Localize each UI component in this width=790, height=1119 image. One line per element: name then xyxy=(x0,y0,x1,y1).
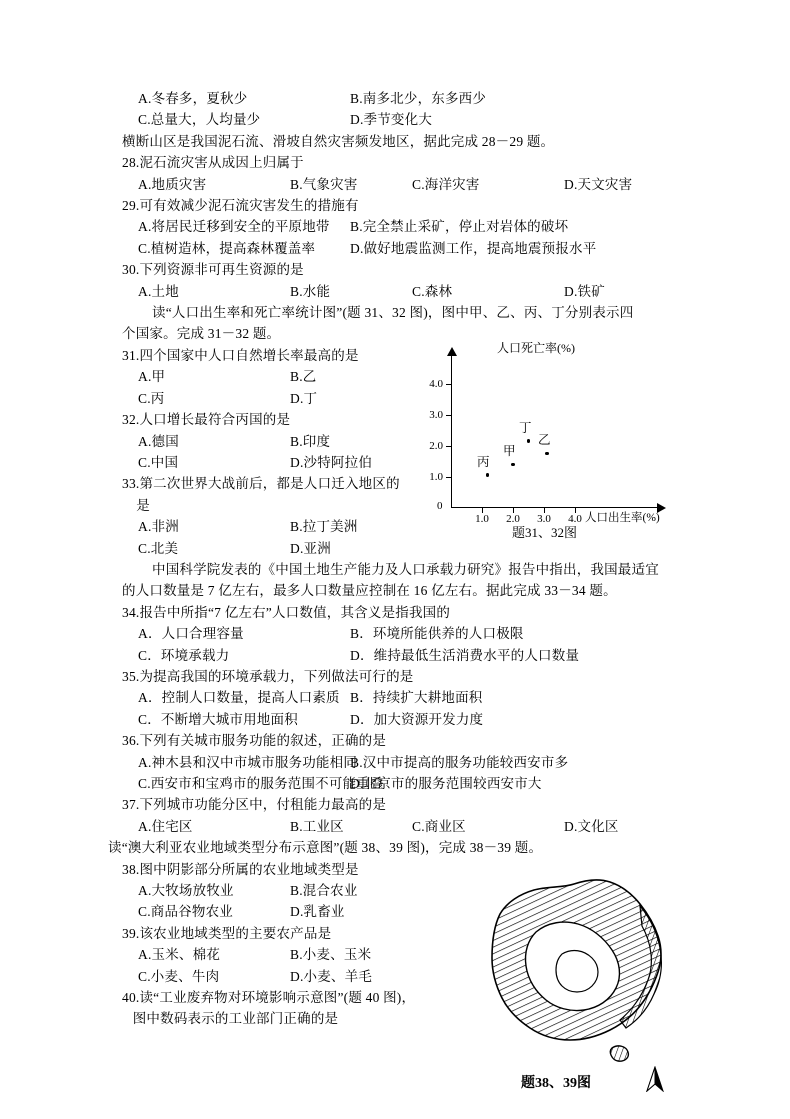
option-text: A．人口合理容量 xyxy=(138,626,244,642)
option-text: D.小麦、羊毛 xyxy=(290,968,373,984)
text-line: 中国科学院发表的《中国土地生产能力及人口承载力研究》报告中指出，我国最适宜 xyxy=(152,561,659,577)
option-text: A.地质灾害 xyxy=(138,176,207,192)
y-axis xyxy=(451,355,452,507)
option-text: C.商业区 xyxy=(412,818,466,834)
text-line xyxy=(108,281,683,302)
option-text: D.北京市的服务范围较西安市大 xyxy=(350,776,542,791)
text-line xyxy=(108,752,683,773)
option-text: C.小麦、牛肉 xyxy=(138,968,220,984)
data-point-ding xyxy=(527,439,531,443)
option-text: A.德国 xyxy=(138,433,179,449)
option-text: B.印度 xyxy=(290,433,331,449)
map-tasmania xyxy=(610,1046,628,1061)
option-text: D.亚洲 xyxy=(290,540,331,556)
option-text: B.拉丁美洲 xyxy=(290,519,358,535)
option-text: A.将居民迁移到安全的平原地带 xyxy=(138,219,330,235)
question-stem: 30.下列资源非可再生资源的是 xyxy=(122,262,304,278)
option-text: D.铁矿 xyxy=(564,283,605,299)
y-tick-label: 4.0 xyxy=(429,378,443,390)
y-tick-label: 2.0 xyxy=(429,440,443,452)
scatter-chart-figure xyxy=(425,339,687,534)
map-caption: 题38、39图 xyxy=(521,1076,591,1091)
option-text: C．环境承载力 xyxy=(138,647,230,663)
text-line xyxy=(108,88,683,109)
option-text: C.植树造林，提高森林覆盖率 xyxy=(138,240,316,256)
option-text: C．不断增大城市用地面积 xyxy=(138,711,298,727)
option-text: A.非洲 xyxy=(138,519,179,535)
question-stem: 34.报告中所指“7 亿左右”人口数值，其含义是指我国的 xyxy=(122,604,451,620)
question-stem: 29.可有效减少泥石流灾害发生的措施有 xyxy=(122,198,359,214)
y-tick xyxy=(446,415,451,416)
x-tick-label: 4.0 xyxy=(568,513,582,525)
origin-label: 0 xyxy=(437,500,443,512)
text-line xyxy=(108,773,683,794)
option-text: D.做好地震监测工作，提高地震预报水平 xyxy=(350,240,597,256)
y-axis-arrow-icon xyxy=(447,347,457,356)
x-axis-title: 人口出生率(%) xyxy=(585,512,660,524)
option-text: A．控制人口数量，提高人口素质 xyxy=(138,690,340,706)
option-text: C.中国 xyxy=(138,454,179,470)
data-point-label: 甲 xyxy=(503,444,516,458)
option-text: D.文化区 xyxy=(564,818,619,834)
option-text: D．加大资源开发力度 xyxy=(350,711,484,727)
chart-title: 人口死亡率(%) xyxy=(497,341,575,355)
y-tick xyxy=(446,384,451,385)
australia-map-figure xyxy=(462,862,690,1067)
question-stem: 40.读“工业废弃物对环境影响示意图”(题 40 图)， xyxy=(122,990,416,1006)
option-text: C.西安市和宝鸡市的服务范围不可能重叠 xyxy=(138,776,384,791)
text-line xyxy=(108,216,683,237)
text-line xyxy=(108,174,683,195)
text-line: 的人口数量是 7 亿左右，最多人口数量应控制在 16 亿左右。据此完成 33－34 题。 xyxy=(122,583,617,599)
text-line: 横断山区是我国泥石流、滑坡自然灾害频发地区，据此完成 28－29 题。 xyxy=(122,133,555,149)
option-text: B．持续扩大耕地面积 xyxy=(350,690,483,706)
question-stem: 38.图中阴影部分所属的农业地域类型是 xyxy=(122,861,359,877)
data-point-label: 丙 xyxy=(477,455,490,469)
option-text: B.水能 xyxy=(290,283,331,299)
y-tick xyxy=(446,477,451,478)
question-stem: 39.该农业地域类型的主要农产品是 xyxy=(122,925,332,941)
option-text: D．维持最低生活消费水平的人口数量 xyxy=(350,647,580,663)
option-text: C.总量大，人均量少 xyxy=(138,112,261,128)
data-point-yi xyxy=(545,452,549,456)
option-text: B.汉中市提高的服务功能较西安市多 xyxy=(350,754,569,770)
option-text: C.北美 xyxy=(138,540,179,556)
option-text: D.沙特阿拉伯 xyxy=(290,454,373,470)
australia-map-svg xyxy=(462,862,690,1067)
option-text: A.神木县和汉中市城市服务功能相同 xyxy=(138,754,358,770)
data-point-jia xyxy=(511,463,515,467)
text-line: 个国家。完成 31－32 题。 xyxy=(122,326,281,342)
y-tick-label: 3.0 xyxy=(429,409,443,421)
question-stem: 32.人口增长最符合丙国的是 xyxy=(122,412,291,428)
x-tick-label: 3.0 xyxy=(537,513,551,525)
question-stem: 28.泥石流灾害从成因上归属于 xyxy=(122,155,304,171)
option-text: D.乳畜业 xyxy=(290,904,345,920)
x-tick-label: 1.0 xyxy=(475,513,489,525)
text-line: 读“澳大利亚农业地域类型分布示意图”(题 38、39 图)，完成 38－39 题。 xyxy=(108,840,543,856)
text-line xyxy=(108,816,683,837)
data-point-label: 丁 xyxy=(519,421,532,435)
option-text: C.森林 xyxy=(412,283,453,299)
text-line xyxy=(108,109,683,130)
chart-caption: 题31、32图 xyxy=(512,525,578,540)
text-line xyxy=(108,623,683,644)
option-text: A.玉米、棉花 xyxy=(138,947,221,963)
question-stem: 36.下列有关城市服务功能的叙述，正确的是 xyxy=(122,733,387,749)
text-line xyxy=(108,709,683,730)
text-line xyxy=(108,687,683,708)
compass-north-icon xyxy=(644,1066,666,1092)
data-point-bing xyxy=(486,473,490,477)
text-line xyxy=(108,238,683,259)
option-text: D.丁 xyxy=(290,390,318,406)
y-tick-label: 1.0 xyxy=(429,471,443,483)
text-line xyxy=(108,645,683,666)
question-stem: 31.四个国家中人口自然增长率最高的是 xyxy=(122,347,359,363)
option-text: B.混合农业 xyxy=(290,883,358,899)
option-text: B.小麦、玉米 xyxy=(290,947,372,963)
text-line: 读“人口出生率和死亡率统计图”(题 31、32 图)，图中甲、乙、丙、丁分别表示四 xyxy=(152,305,634,321)
option-text: B.气象灾害 xyxy=(290,176,358,192)
data-point-label: 乙 xyxy=(538,433,551,447)
option-text: B.乙 xyxy=(290,369,317,385)
option-text: A.大牧场放牧业 xyxy=(138,883,234,899)
y-tick xyxy=(446,446,451,447)
text-line xyxy=(108,538,683,559)
option-text: B.工业区 xyxy=(290,818,344,834)
option-text: A.甲 xyxy=(138,369,166,385)
option-text: C.商品谷物农业 xyxy=(138,904,233,920)
x-tick-label: 2.0 xyxy=(506,513,520,525)
option-text: B.南多北少，东多西少 xyxy=(350,91,487,106)
question-stem: 37.下列城市功能分区中，付租能力最高的是 xyxy=(122,797,387,813)
option-text: D.季节变化大 xyxy=(350,112,433,128)
question-stem: 33.第二次世界大战前后，都是人口迁入地区的 xyxy=(122,476,400,492)
text-line: 图中数码表示的工业部门正确的是 xyxy=(122,1011,339,1027)
text-line: 是 xyxy=(122,497,150,513)
question-stem: 35.为提高我国的环境承载力，下列做法可行的是 xyxy=(122,668,414,684)
option-text: A.冬春多，夏秋少 xyxy=(138,91,248,106)
option-text: C.海洋灾害 xyxy=(412,176,480,192)
option-text: B.完全禁止采矿，停止对岩体的破坏 xyxy=(350,219,569,235)
option-text: D.天文灾害 xyxy=(564,176,633,192)
option-text: B．环境所能供养的人口极限 xyxy=(350,626,524,642)
option-text: A.土地 xyxy=(138,283,179,299)
option-text: A.住宅区 xyxy=(138,818,193,834)
option-text: C.丙 xyxy=(138,390,165,406)
